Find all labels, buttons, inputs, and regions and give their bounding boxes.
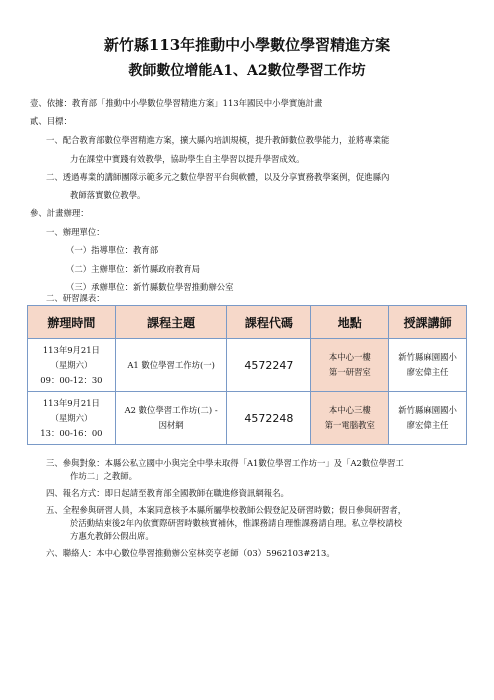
cell-teacher: 新竹縣麻園國小 廖宏偉主任 [389,339,467,392]
cell-teacher: 新竹縣麻園國小 廖宏偉主任 [389,392,467,445]
organizer-executor: （三）承辦單位：新竹縣數位學習推動辦公室 [66,282,234,292]
header-teacher: 授課講師 [389,306,467,339]
section-basis: 壹、依據：教育部「推動中小學數位學習精進方案」113年國民中小學實施計畫 [30,98,323,108]
cell-code: 4572247 [227,339,311,392]
header-location: 地點 [311,306,389,339]
document-title: 新竹縣113年推動中小學數位學習精進方案 [103,36,391,54]
document-subtitle: 教師數位增能A1、A2數位學習工作坊 [128,63,366,79]
cell-time: 113年9月21日 （星期六） 13：00-16：00 [28,392,116,445]
leave-line-3: 方惠允教師公假出席。 [70,531,154,541]
goal-2-line-1: 二、透過專業的講師團隊示範多元之數位學習平台與軟體，以及分享實務教學案例，促進縣內 [46,172,390,182]
organizer-guidance: （一）指導單位：教育部 [66,245,159,255]
cell-code: 4572248 [227,392,311,445]
section-goals-heading: 貳、目標： [30,116,72,126]
header-topic: 課程主題 [115,306,227,339]
goal-1-line-2: 力在課堂中實踐有效教學，協助學生自主學習以提升學習成效。 [70,154,305,164]
header-time: 辦理時間 [28,306,116,339]
cell-topic: A1 數位學習工作坊(一) [115,339,227,392]
participants-line-1: 三、參與對象：本縣公私立國中小與完全中學未取得「A1數位學習工作坊一」及「A2數位學習工 [46,458,404,468]
table-header-row [28,306,467,339]
goal-1-line-1: 一、配合教育部數位學習精進方案，擴大縣內培訓規模，提升教師數位教學能力，並將專業能 [46,135,390,145]
header-code: 課程代碼 [227,306,311,339]
table-row [28,392,467,445]
contact-line: 六、聯絡人：本中心數位學習推動辦公室林奕亨老師（03）5962103#213。 [46,548,335,558]
organizers-heading: 一、辦理單位： [46,227,105,237]
goal-2-line-2: 教師落實數位教學。 [70,190,146,200]
cell-time: 113年9月21日 （星期六） 09：00-12：30 [28,339,116,392]
organizer-host: （二）主辦單位：新竹縣政府教育局 [66,264,200,274]
registration-line: 四、報名方式：即日起請至教育部全國教師在職進修資訊網報名。 [46,488,289,498]
cell-topic: A2 數位學習工作坊(二) - 因材網 [115,392,227,445]
leave-line-2: 於活動結束後2年內依實際研習時數核實補休，惟課務請自理惟課務請自理。私立學校請校 [70,518,402,528]
cell-location: 本中心一樓 第一研習室 [311,339,389,392]
table-row [28,339,467,392]
section-plan-heading: 參、計畫辦理： [30,208,89,218]
schedule-heading: 二、研習課表： [46,293,105,303]
leave-line-1: 五、全程參與研習人員，本案同意核予本縣所屬學校教師公假登記及研習時數；假日參與研習者， [46,505,407,515]
schedule-table [27,305,467,445]
participants-line-2: 作坊二」之教師。 [70,471,137,481]
cell-location: 本中心三樓 第一電腦教室 [311,392,389,445]
